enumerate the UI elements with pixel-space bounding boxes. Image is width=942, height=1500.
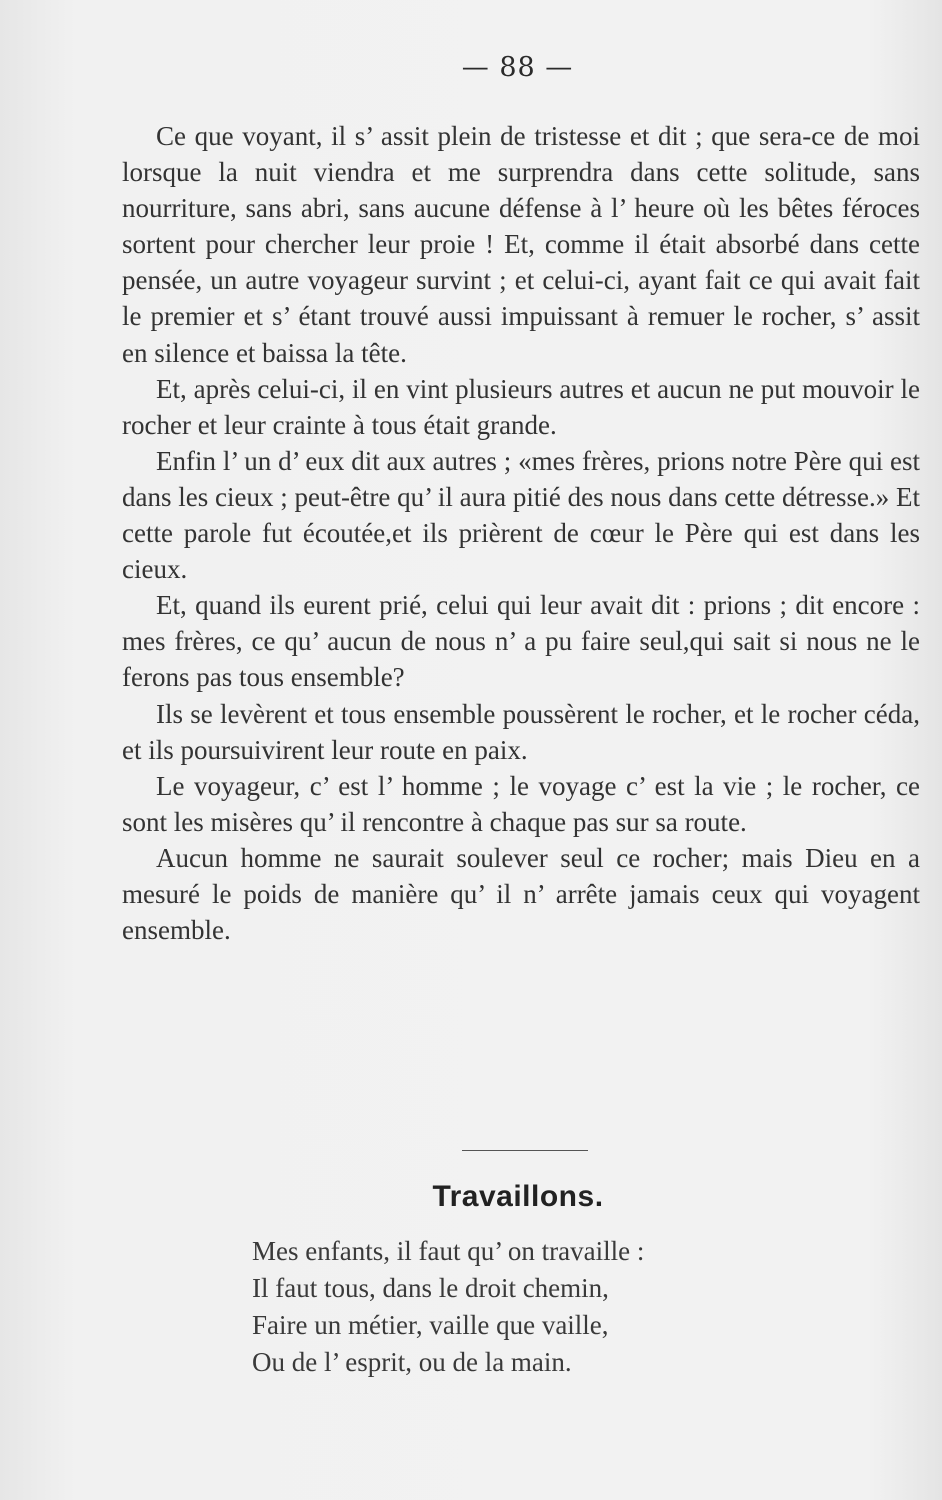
paragraph: Le voyageur, c’ est l’ homme ; le voyage c’ est la vie ; le rocher, ce sont les misères qu’ il rencontre à chaque pas sur sa route. [122,770,920,837]
section-divider [462,1150,588,1151]
poem-line: Faire un métier, vaille que vaille, [252,1310,609,1340]
poem-line: Il faut tous, dans le droit chemin, [252,1273,609,1303]
paragraph: Et, quand ils eurent prié, celui qui leur avait dit : prions ; dit encore : mes frères, ce qu’ aucun de nous n’ a pu faire seul,qui sait si nous ne le ferons pas tous ensemble? [122,590,920,693]
paragraph: Et, après celui-ci, il en vint plusieurs autres et aucun ne put mouvoir le rocher et leur crainte à tous était grande. [122,373,920,440]
poem-title: Travaillons. [432,1180,604,1213]
poem-line: Ou de l’ esprit, ou de la main. [252,1347,572,1377]
poem-line: Mes enfants, il faut qu’ on travaille : [252,1236,645,1266]
paragraph: Enfin l’ un d’ eux dit aux autres ; «mes frères, prions notre Père qui est dans les cieux ; peut-être qu’ il aura pitié des nous dans cette détresse.» Et cette parole fut écoutée,et ils prièrent de cœur le Père qui est dans les cieux. [122,445,920,585]
prose-body [122,118,920,948]
paragraph: Aucun homme ne saurait soulever seul ce rocher; mais Dieu en a mesuré le poids de manière qu’ il n’ arrête jamais ceux qui voyagent ensemble. [122,842,920,946]
page-number: — 88 — [461,52,574,83]
paragraph: Ils se levèrent et tous ensemble poussèrent le rocher, et le rocher céda, et ils poursuivirent leur route en paix. [122,698,920,765]
poem-stanza [252,1233,812,1381]
paragraph: Ce que voyant, il s’ assit plein de tristesse et dit ; que sera-ce de moi lorsque la nuit viendra et me surprendra dans cette solitude, sans nourriture, sans abri, sans aucune défense à l’ heure où les bêtes féroces sortent pour chercher leur proie ! Et, comme il était absorbé dans cette pensée, un autre voyageur survint ; et celui-ci, ayant fait ce qui avait fait le premier et s’ étant trouvé aussi impuissant à remuer le rocher, s’ assit en silence et baissa la tête. [122,121,920,368]
